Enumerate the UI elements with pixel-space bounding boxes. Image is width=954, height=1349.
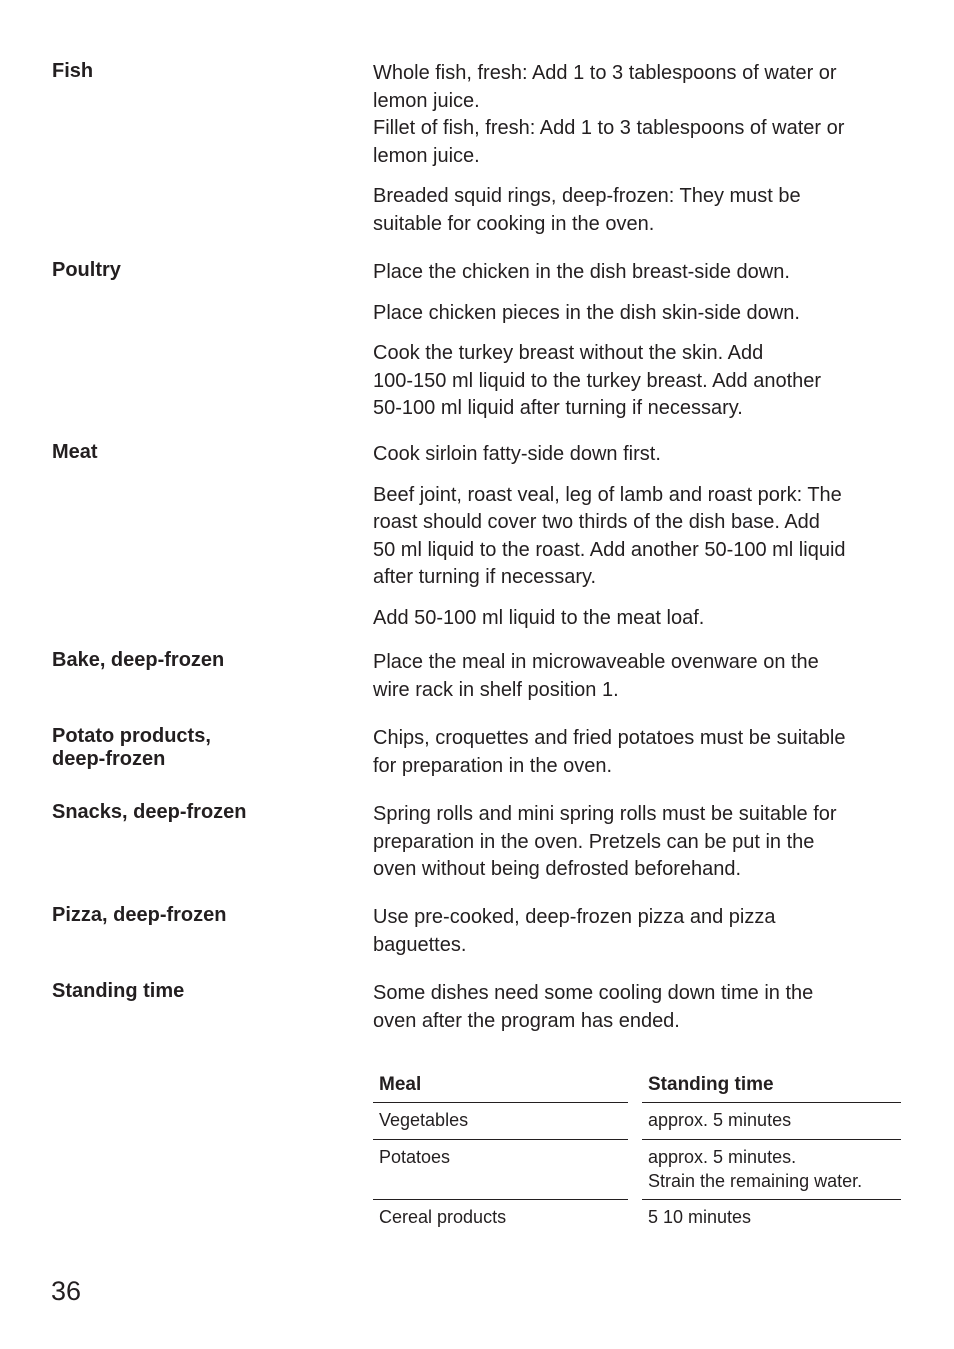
section-label: Fish (52, 60, 94, 82)
paragraph: Cook sirloin fatty-side down first. (373, 443, 661, 465)
page-number: 36 (51, 1276, 82, 1306)
table-row (373, 1103, 901, 1140)
paragraph: Place the chicken in the dish breast-side down. (373, 261, 790, 283)
section-label: Meat (52, 441, 98, 463)
standing-time-table (373, 1067, 901, 1236)
section-content (373, 649, 903, 704)
paragraph: Chips, croquettes and fried potatoes must be suitable for preparation in the oven. (373, 727, 846, 777)
section-content (373, 259, 903, 423)
section-content (373, 725, 903, 780)
paragraph: Breaded squid rings, deep-frozen: They must be suitable for cooking in the oven. (373, 185, 801, 235)
time-cell: approx. 5 minutes. Strain the remaining water. (642, 1140, 901, 1200)
column-header-standing-time: Standing time (642, 1067, 901, 1103)
paragraph: Beef joint, roast veal, leg of lamb and roast pork: The roast should cover two thirds of the dish base. Add 50 ml liquid to the roast. Add another 50-100 ml liquid after turning if necessary. (373, 483, 846, 588)
section-label: Potato products, deep-frozen (52, 725, 211, 770)
table-row (373, 1200, 901, 1237)
paragraph: Place the meal in microwaveable ovenware on the wire rack in shelf position 1. (373, 651, 819, 701)
section-content (373, 904, 903, 959)
section-content (373, 980, 903, 1035)
section-content (373, 801, 903, 884)
meal-cell: Cereal products (379, 1207, 507, 1227)
paragraph: Spring rolls and mini spring rolls must be suitable for preparation in the oven. Pretzels can be put in the oven without being defrosted beforehand. (373, 803, 837, 880)
paragraph: Place chicken pieces in the dish skin-side down. (373, 301, 800, 324)
section-content (373, 441, 903, 632)
table-row (373, 1140, 901, 1200)
meal-cell: Vegetables (373, 1103, 628, 1140)
column-header-meal: Meal (373, 1067, 628, 1103)
section-label: Poultry (52, 259, 121, 281)
paragraph: Whole fish, fresh: Add 1 to 3 tablespoons of water or lemon juice. Fillet of fish, fresh: Add 1 to 3 tablespoons of water or lemon juice. (373, 62, 845, 167)
time-cell: approx. 5 minutes (642, 1103, 901, 1140)
section-content (373, 60, 903, 238)
section-label: Bake, deep-frozen (52, 649, 225, 671)
meal-cell: Potatoes (373, 1140, 628, 1200)
section-label: Snacks, deep-frozen (52, 801, 247, 823)
paragraph: Add 50-100 ml liquid to the meat loaf. (373, 606, 705, 629)
paragraph: Cook the turkey breast without the skin. Add 100-150 ml liquid to the turkey breast. Add another 50-100 ml liquid after turning if necessary. (373, 342, 822, 419)
paragraph: Some dishes need some cooling down time in the oven after the program has ended. (373, 982, 814, 1032)
section-label: Pizza, deep-frozen (52, 904, 227, 926)
table-header-row (373, 1067, 901, 1103)
section-label: Standing time (52, 980, 185, 1002)
time-cell: 5 10 minutes (648, 1207, 752, 1227)
paragraph: Use pre-cooked, deep-frozen pizza and pizza baguettes. (373, 906, 776, 956)
